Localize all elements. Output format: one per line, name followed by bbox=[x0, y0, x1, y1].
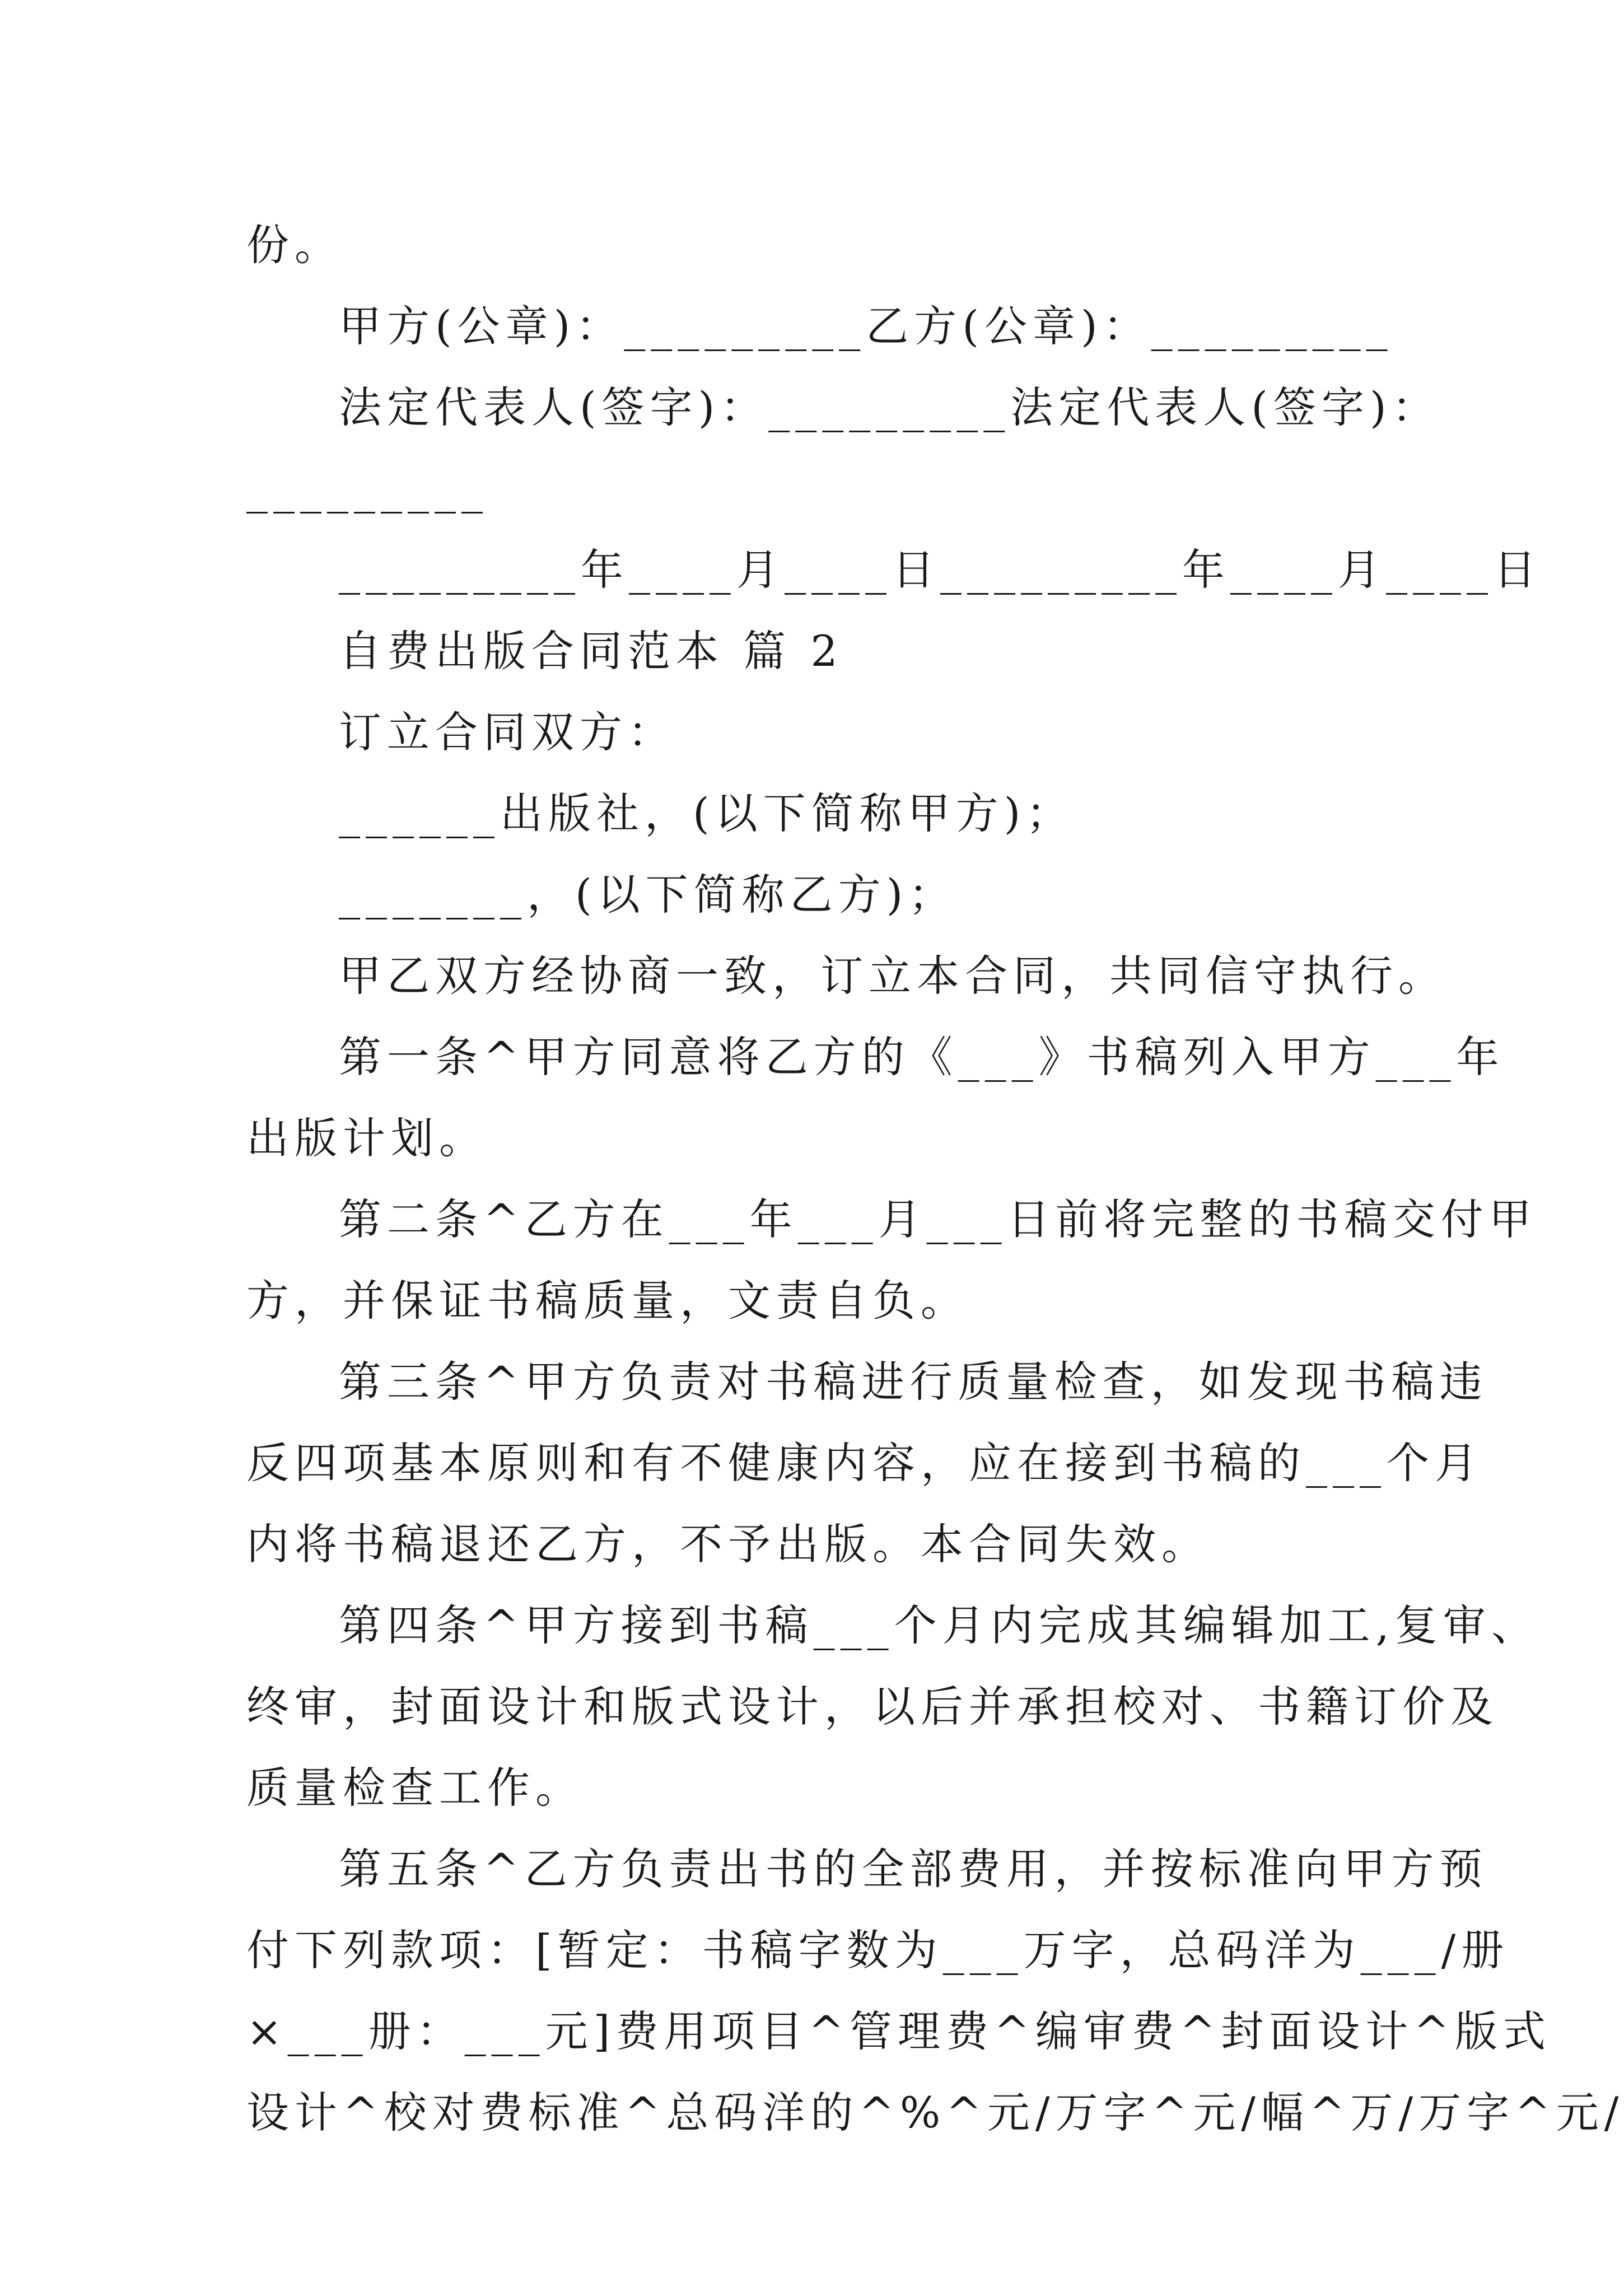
text-line: 订立合同双方： bbox=[339, 707, 676, 757]
text-line: 份。 bbox=[246, 220, 343, 270]
clause-line: 第三条^甲方负责对书稿进行质量检查，如发现书稿违 bbox=[339, 1357, 1488, 1407]
clause-line: 质量检查工作。 bbox=[246, 1763, 584, 1813]
clause-line: 内将书稿退还乙方，不予出版。本合同失效。 bbox=[246, 1519, 1210, 1569]
clause-line: 出版计划。 bbox=[246, 1113, 487, 1163]
clause-line: 方，并保证书稿质量，文责自负。 bbox=[246, 1276, 969, 1325]
clause-line: 第一条^甲方同意将乙方的《___》书稿列入甲方___年 bbox=[339, 1032, 1505, 1082]
clause-line: 第五条^乙方负责出书的全部费用，并按标准向甲方预 bbox=[339, 1844, 1488, 1894]
clause-line: 第四条^甲方接到书稿___个月内完成其编辑加工,复审、 bbox=[339, 1600, 1539, 1650]
legal-representative-line: 法定代表人(签字)：_________法定代表人(签字)： bbox=[339, 382, 1440, 432]
clause-line: 反四项基本原则和有不健康内容，应在接到书稿的___个月 bbox=[246, 1438, 1483, 1488]
text-line: 甲乙双方经协商一致，订立本合同，共同信守执行。 bbox=[339, 951, 1446, 1001]
date-line: _________年____月____日_________年____月____日 bbox=[339, 545, 1542, 595]
text-line: ______出版社，(以下简称甲方)； bbox=[339, 788, 1075, 838]
clause-line: 第二条^乙方在___年___月___日前将完整的书稿交付甲 bbox=[339, 1194, 1537, 1244]
clause-line: 终审，封面设计和版式设计，以后并承担校对、书籍订价及 bbox=[246, 1682, 1499, 1731]
section-heading: 自费出版合同范本 篇 2 bbox=[339, 626, 843, 676]
clause-line: ×___册：___元]费用项目^管理费^编审费^封面设计^版式 bbox=[246, 2006, 1552, 2056]
clause-line: 付下列款项：[暂定：书稿字数为___万字，总码洋为___/册 bbox=[246, 1925, 1510, 1975]
clause-line: 设计^校对费标准^总码洋的^%^元/万字^元/幅^万/万字^元/ bbox=[246, 2088, 1624, 2137]
party-a-seal-line: 甲方(公章)：_________乙方(公章)：_________ bbox=[339, 301, 1393, 351]
signature-blank-line: _________ bbox=[246, 464, 488, 514]
text-line: _______，(以下简称乙方)； bbox=[339, 870, 957, 919]
